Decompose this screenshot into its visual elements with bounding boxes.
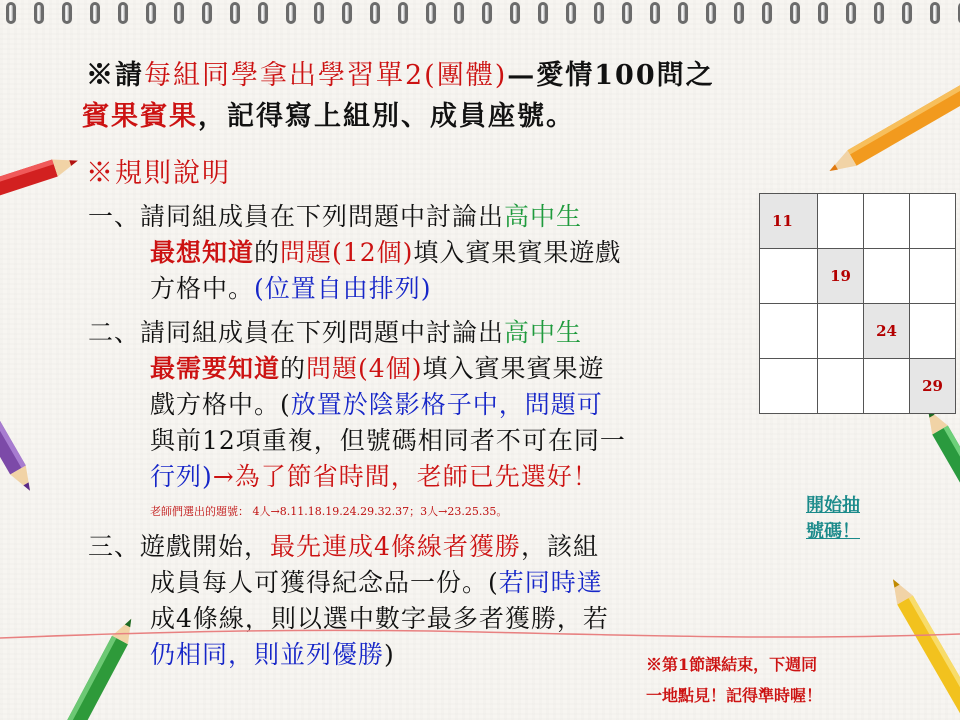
start-draw-link[interactable] <box>806 493 860 545</box>
bingo-cell[interactable] <box>760 249 818 304</box>
instruction-prefix: ※請 <box>86 60 144 91</box>
footer-note-line-1: ※第1節課結束，下週同 <box>646 655 818 674</box>
instruction-dash: — <box>507 60 537 91</box>
bingo-cell[interactable] <box>760 359 818 414</box>
bingo-row <box>760 249 956 304</box>
rule-2-line-5 <box>150 464 599 489</box>
instruction-line-2 <box>82 103 575 130</box>
rule-3-text: 三、遊戲開始， <box>88 532 271 561</box>
purple-pencil-icon <box>0 336 38 496</box>
bingo-grid <box>759 193 956 414</box>
rule-3-line-1 <box>88 534 599 559</box>
rule-2-note: 放置於陰影格子中，問題可 <box>290 390 603 419</box>
rule-3-tie-note: 若同時達 <box>498 568 603 597</box>
bingo-cell[interactable] <box>760 304 818 359</box>
rule-3-line-2 <box>150 570 603 595</box>
rule-1-text-2: 填入賓果賓果遊戲 <box>413 238 622 267</box>
start-draw-link-line-2[interactable]: 號碼！ <box>806 521 860 543</box>
rules-title: ※規則說明 <box>86 158 231 189</box>
bingo-row <box>760 304 956 359</box>
bingo-cell[interactable] <box>818 359 864 414</box>
instruction-highlight: 每組同學拿出學習單2(團體) <box>144 60 508 91</box>
rule-2-count: 問題(4個) <box>306 354 423 383</box>
bingo-row <box>760 194 956 249</box>
rule-2-line-4: 與前12項重複，但號碼相同者不可在同一 <box>150 426 626 455</box>
rule-3-close-paren: ) <box>384 640 395 669</box>
rule-2-de: 的 <box>280 354 307 383</box>
orange-pencil-icon <box>825 75 960 179</box>
bingo-cell[interactable]: 11 <box>760 194 818 249</box>
rule-1-text: 一、請同組成員在下列問題中討論出 <box>88 202 505 231</box>
rule-2-text-2: 填入賓果賓果遊 <box>422 354 605 383</box>
bingo-title: 賓果賓果 <box>82 101 198 132</box>
rule-2-highlight: 高中生 <box>504 318 583 347</box>
rule-1-text-3: 方格中。 <box>150 274 255 303</box>
bingo-cell[interactable] <box>910 249 956 304</box>
bingo-cell[interactable] <box>818 194 864 249</box>
rule-2-line-2 <box>150 356 604 381</box>
bingo-cell[interactable] <box>910 304 956 359</box>
bingo-cell[interactable] <box>864 249 910 304</box>
rule-2-line-3 <box>150 392 603 417</box>
instruction-reminder: ，記得寫上組別、成員座號。 <box>198 101 575 132</box>
rule-2-line-1 <box>88 320 582 345</box>
bingo-cell[interactable] <box>910 194 956 249</box>
teacher-selected-numbers: 老師們選出的題號： 4人→8.11.18.19.24.29.32.37；3人→23.25.35。 <box>150 505 508 518</box>
red-pencil-icon <box>0 152 81 214</box>
bingo-cell[interactable] <box>864 359 910 414</box>
rule-3-win-condition: 最先連成4條線者獲勝 <box>270 532 521 561</box>
rule-3-text-2: ，該組 <box>520 532 599 561</box>
instruction-line-1 <box>86 62 715 89</box>
rule-2-text: 二、請同組成員在下列問題中討論出 <box>88 318 505 347</box>
rule-1-highlight: 高中生 <box>504 202 583 231</box>
rule-3-line-3: 成4條線，則以選中數字最多者獲勝，若 <box>150 604 609 633</box>
rule-1-line-3 <box>150 276 432 301</box>
rule-1-red: 最想知道 <box>150 238 255 267</box>
rule-3-prize: 成員每人可獲得紀念品一份。( <box>150 568 499 597</box>
start-draw-link-line-1[interactable]: 開始抽 <box>806 495 860 516</box>
rule-2-red: 最需要知道 <box>150 354 281 383</box>
bingo-cell[interactable] <box>818 304 864 359</box>
rule-1-note: (位置自由排列) <box>254 274 432 303</box>
bingo-cell[interactable] <box>864 194 910 249</box>
rule-3-tie-end: 仍相同，則並列優勝 <box>150 640 385 669</box>
right-green-pencil-icon <box>920 405 960 608</box>
rule-1-line-2 <box>150 240 621 265</box>
footer-note-line-2: 一地點見！記得準時喔！ <box>646 686 823 705</box>
bingo-cell[interactable]: 19 <box>818 249 864 304</box>
rule-2-text-3: 戲方格中。( <box>150 390 291 419</box>
red-underline-stroke <box>0 624 960 648</box>
rule-1-de: 的 <box>254 238 281 267</box>
bingo-row <box>760 359 956 414</box>
instruction-topic: 愛情100問之 <box>536 60 715 91</box>
bingo-cell[interactable]: 24 <box>864 304 910 359</box>
bingo-cell[interactable]: 29 <box>910 359 956 414</box>
rule-1-line-1 <box>88 204 582 229</box>
rule-2-teacher-selected: →為了節省時間，老師已先選好！ <box>212 462 599 491</box>
rule-2-note-end: 行列) <box>150 462 213 491</box>
rule-1-count: 問題(12個) <box>280 238 414 267</box>
